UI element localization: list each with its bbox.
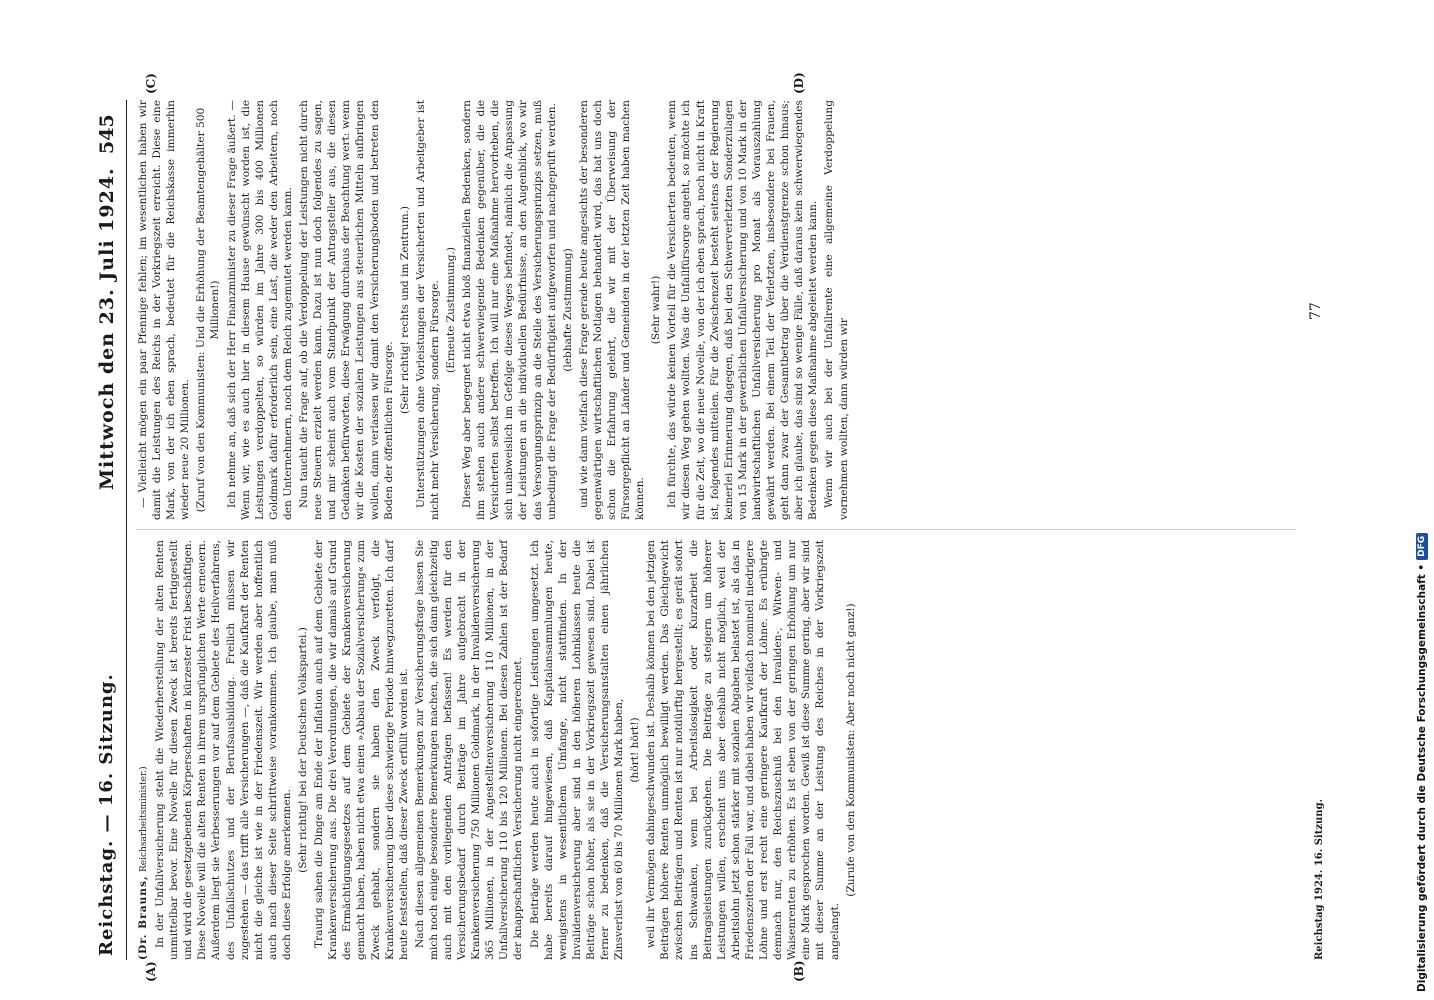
right-column	[136, 100, 853, 520]
paragraph: Traurig sahen die Dinge am Ende der Inflation auch auf dem Gebiete der Krankenversicherung aus. Die drei Verordnungen, die wir damals auf Grund des Ermächtigungsgesetzes auf dem Gebiete der Krankenversicherung gemacht haben, haben nicht etwa einen »Abbau der Sozialversicherung« zum Zweck gehabt, sondern sie haben den Zweck verfolgt, die Krankenversicherung über diese schwierige Periode hinwegzuretten. Ich darf heute feststellen, daß dieser Zweck erfüllt worden ist.	[313, 540, 410, 960]
speaker-name: (Dr. Brauns,	[137, 875, 149, 960]
interjection: (Zuruf von den Kommunisten: Und die Erhöhung der Beamtengehälter 500 Millionen!)	[195, 107, 222, 513]
speaker-role: Reichsarbeitsminister.)	[139, 766, 149, 872]
digitization-credit	[1416, 533, 1428, 992]
header-date: Mittwoch den 23. Juli 1924.	[96, 167, 118, 490]
interjection: (Sehr richtig! rechts und im Zentrum.)	[398, 205, 411, 415]
paragraph: Dieser Weg aber begegnet nicht etwa bloß finanziellen Bedenken, sondern ihm stehen auch andere schwerwiegende Bedenken gegenüber, die die Versicherten selbst betreffen. Ich will nur eine Maßnahme hervorheben, die sich unabweislich im Gefolge dieses Weges befindet, nämlich die Anpassung der Leistungen an die individuellen Bedürfnisse, an den Augenblick, wo wir das Versorgungsprinzip an die Stelle des Versicherungsprinzips setzen, muß unbedingt die Frage der Bedürftigkeit aufgeworfen und nachgeprüft werden.	[461, 100, 558, 520]
paragraph: und wie dann vielfach diese Frage gerade heute angesichts der besonderen gegenwärtigen wirtschaftlichen Notlagen behandelt wird, das hat uns doch schon die Erfahrung gelehrt, die wir mit der Überweisung der Fürsorgepflicht an Länder und Gemeinden in der letzten Zeit haben machen können.	[577, 100, 647, 520]
interjection: (lebhafte Zustimmung)	[561, 248, 574, 372]
interjection: (Zurufe von den Kommunisten: Aber noch nicht ganz!)	[844, 603, 857, 897]
page-number: 545	[96, 114, 118, 154]
interjection: (hört! hört!)	[629, 717, 642, 783]
paragraph: Nach diesen allgemeinen Bemerkungen zur Versicherungsfrage lassen Sie mich noch einige besondere Bemerkungen machen, die sich dann gleichzeitig auch mit den vorliegenden Anträgen befassen! Es werden für den Versicherungsbedarf durch Beiträge im Jahre aufgebracht in der Krankenversicherung 750 Millionen Goldmark, in der Invalidenversicherung 365 Millionen, in der Angestelltenversicherung 110 Millionen, in der Unfallversicherung 110 bis 120 Millionen. Bei diesen Zahlen ist der Bedarf der knappschaftlichen Versicherung nicht eingerechnet.	[413, 540, 525, 960]
header-left: Reichstag. — 16. Sitzung.	[96, 673, 117, 956]
paragraph: Wenn wir auch bei der Unfallrente eine allgemeine Verdoppelung vornehmen wollten, dann würden wir	[823, 100, 850, 520]
interjection: (Erneute Zustimmung.)	[444, 246, 457, 374]
document-page	[92, 72, 1332, 982]
left-column	[136, 540, 860, 960]
margin-letter-c: (C)	[144, 73, 158, 94]
paragraph: Nun taucht die Frage auf, ob die Verdoppelung der Leistungen nicht durch neue Steuern erzielt werden kann. Dazu ist nun doch folgendes zu sagen, und mir scheint auch vom Standpunkt der Antragsteller aus, die diesen Gedanken befürworten, diese Erwägung durchaus der Beachtung wert: wenn wir die Kosten der sozialen Leistungen aus steuerlichen Mitteln aufbringen wollen, dann verlassen wir damit den Versicherungsboden und betreten den Boden der öffentlichen Fürsorge.	[298, 100, 395, 520]
header-rule	[126, 100, 127, 960]
margin-letter-b: (B)	[792, 960, 806, 982]
dfg-logo: DFG	[1416, 533, 1428, 560]
margin-letter-a: (A)	[144, 961, 158, 982]
paragraph: weil ihr Vermögen dahingeschwunden ist. Deshalb können bei den jetzigen Beiträgen höhere Renten unmöglich bewilligt werden. Das Gleichgewicht zwischen Beiträgen und Renten ist nur notdürftig hergestellt; es gerät sofort ins Schwanken, wenn bei Arbeitslosigkeit oder Kurzarbeit die Beitragsleistungen zurückgehen. Die Beiträge zu steigern um höherer Leistungen willen, erscheint uns aber deshalb nicht möglich, weil der Arbeitslohn jetzt schon stärker mit sozialen Abgaben belastet ist, als das in Friedenszeiten der Fall war, und dabei haben wir vielfach nominell niedrigere Löhne und erst recht eine geringere Kaufkraft der Löhne. Es erübrigte demnach nur, den Reichszuschuß bei den Invaliden-, Witwen- und Waisenrenten zu erhöhen. Es ist eben von der geringen Erhöhung um nur eine Mark gesprochen worden. Gewiß ist diese Summe gering, aber wir sind mit dieser Summe an der Leistung des Reiches in der Vorkriegszeit angelangt.	[645, 540, 841, 960]
column-separator	[136, 529, 1296, 530]
margin-letter-d: (D)	[792, 72, 806, 94]
paragraph: Unterstützungen ohne Vorleistungen der Versicherten und Arbeitgeber ist nicht mehr Versicherung, sondern Fürsorge.	[414, 100, 441, 520]
paragraph: In der Unfallversicherung steht die Wiederherstellung der alten Renten unmittelbar bevor. Eine Novelle für diesen Zweck ist bereits fertiggestellt und wird die gesetzgebenden Körperschaften in kürzester Frist beschäftigen. Diese Novelle will die alten Renten in ihrem ursprünglichen Werte erneuern. Außerdem liegt sie Verbesserungen vor auf dem Gebiete des Heilverfahrens, des Unfallschutzes und der Berufsausbildung. Freilich müssen wir zugestehen — das trifft alle Versicherungen —, daß die Kaufkraft der Renten nicht die gleiche ist wie in der Friedenszeit. Wir werden aber hoffentlich auch nach dieser Seite schrittweise vorankommen. Ich glaube, man muß doch diese Erfolge anerkennen.	[154, 540, 293, 960]
footer-session: Reichstag 1924. 16. Sitzung.	[1314, 798, 1325, 960]
interjection: (Sehr richtig! bei der Deutschen Volkspartei.)	[297, 627, 310, 873]
interjection: (Sehr wahr!)	[650, 275, 663, 345]
paragraph: Die Beiträge werden heute auch in sofortige Leistungen umgesetzt. Ich habe bereits darauf hingewiesen, daß Kapitalansammlungen heute, wenigstens in wesentlichem Umfange, nicht stattfinden. In der Invalidenversicherung aber sind in den höheren Lohnklassen heute die Beiträge schon höher, als sie in der Vorkriegszeit gewesen sind. Dabei ist ferner zu bedenken, daß die Versicherungsanstalten einen jährlichen Zinsverlust von 60 bis 70 Millionen Mark haben,	[528, 540, 626, 960]
paragraph: Ich fürchte, das würde keinen Vorteil für die Versicherten bedeuten, wenn wir diesen Weg gehen wollten. Was die Unfallfürsorge angeht, so möchte ich für die Zeit, wo die neue Novelle, von der ich eben sprach, noch nicht in Kraft ist, folgendes mitteilen. Für die Zwischenzeit besteht seitens der Regierung keinerlei Erinnerung dagegen, daß bei den Schwerverletzten Sonderzulagen von 15 Mark in der gewerblichen Unfallversicherung und von 10 Mark in der landwirtschaftlichen Unfallversicherung pro Monat als Vorauszahlung gewährt werden. Bei einem Teil der Verletzten, insbesondere bei Frauen, geht dann zwar der Gesamtbetrag über die Verdienstgrenze schon hinaus; aber ich glaube, das sind so wenige Fälle, daß daraus kein schwerwiegendes Bedenken gegen diese Maßnahme abgeleitet werden kann.	[666, 100, 820, 520]
paragraph: — Vielleicht mögen ein paar Pfennige fehlen; im wesentlichen haben wir damit die Leistungen des Reichs in der Vorkriegszeit erreicht. Diese eine Mark, von der ich eben sprach, bedeutet für die Reichskasse immerhin wieder neue 20 Millionen.	[137, 100, 192, 520]
paragraph: Ich nehme an, daß sich der Herr Finanzminister zu dieser Frage äußert. — Wenn wir, wie es auch hier in diesem Hause gewünscht worden ist, die Leistungen verdoppelten, so würden im Jahre 300 bis 400 Millionen Goldmark dafür erforderlich sein, eine Last, die weder den Arbeitern, noch den Unternehmern, noch dem Reich zugemutet werden kann.	[225, 100, 294, 520]
credit-text: Digitalisierung gefördert durch die Deutsche Forschungsgemeinschaft •	[1416, 563, 1428, 992]
speaker-line	[136, 540, 151, 960]
footer-page-number: 77	[1308, 302, 1324, 320]
